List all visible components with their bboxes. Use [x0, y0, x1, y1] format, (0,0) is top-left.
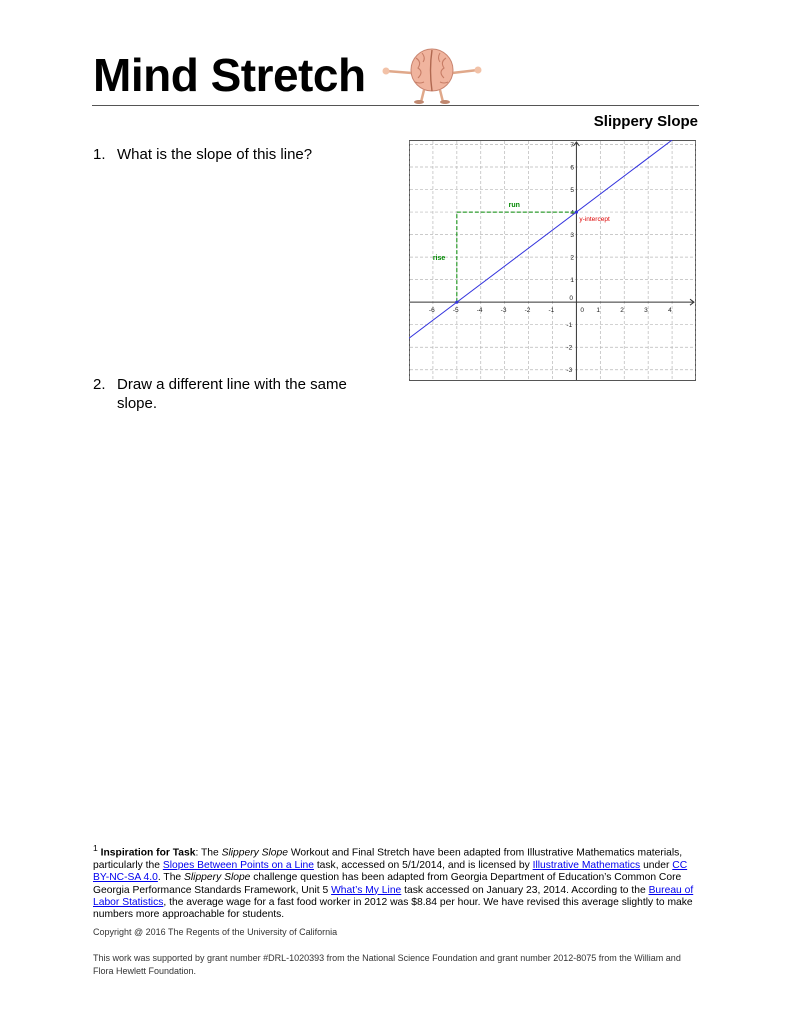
footnote-italic: Slippery Slope	[184, 872, 251, 884]
footnote-text: : The	[195, 847, 222, 859]
y-tick-label: -3	[566, 367, 573, 375]
slopes-link[interactable]: Slopes Between Points on a Line	[162, 859, 314, 871]
run-label: run	[508, 202, 520, 210]
question-2	[93, 375, 368, 413]
footnote-text: task accessed on January 23, 2014. According to the	[401, 884, 649, 896]
footnote-text: , the average wage for a fast food worker in 2012 was $8.84 per hour. We have revised this average slightly to make numbers more approachable for students.	[93, 897, 693, 921]
rise-label: rise	[432, 255, 446, 263]
question-text-continued: slope.	[117, 395, 158, 412]
copyright: Copyright @ 2016 The Regents of the University of California	[93, 927, 338, 937]
license-link[interactable]: CC BY-NC-SA 4.0	[93, 859, 688, 884]
line-point	[455, 301, 458, 304]
x-tick-label: -3	[500, 307, 507, 315]
x-tick-label: 1	[596, 307, 600, 315]
y-tick-label: 4	[570, 209, 575, 217]
footnote-text: . The	[157, 872, 185, 884]
question-number: 2.	[93, 376, 106, 393]
funding-note: This work was supported by grant number #DRL-1020393 from the National Science Foundation and grant number 2012-8075 from the William and Flora Hewlett Foundation.	[93, 953, 681, 976]
x-tick-label: 0	[580, 307, 585, 315]
question-text: What is the slope of this line?	[117, 146, 313, 163]
title-divider	[92, 105, 699, 106]
task-subtitle: Slippery Slope	[593, 113, 698, 130]
footnote-text: task, accessed on 5/1/2014, and is licensed by	[313, 859, 533, 871]
x-tick-label: -1	[548, 307, 555, 315]
y-tick-label: 5	[570, 187, 575, 195]
footnote-italic: Slippery Slope	[221, 847, 288, 859]
page-title: Mind Stretch	[93, 49, 366, 101]
footnote-text: challenge question has been adapted from Georgia Department of Education’s Common Core Georgia Performance Standards Framework, Unit 5	[93, 872, 682, 896]
footnote	[93, 842, 703, 922]
question-1	[93, 145, 312, 164]
y-tick-label: -2	[566, 344, 573, 352]
slope-graph	[409, 140, 696, 381]
question-text: Draw a different line with the same	[117, 376, 347, 393]
line-point	[575, 210, 578, 213]
x-tick-label: -4	[476, 307, 483, 315]
footnote-marker: 1	[93, 843, 98, 853]
bls-link[interactable]: Bureau of Labor Statistics	[93, 884, 694, 909]
footnote-text: under	[640, 859, 673, 871]
x-tick-label: -2	[524, 307, 531, 315]
y-tick-label: 3	[570, 232, 575, 240]
x-tick-label: -5	[452, 307, 459, 315]
x-tick-label: 4	[668, 307, 672, 315]
y-tick-label: 2	[570, 254, 575, 262]
y-tick-label: 1	[570, 277, 575, 285]
x-tick-label: 3	[644, 307, 648, 315]
whats-my-line-link[interactable]: What’s My Line	[331, 884, 402, 896]
question-number: 1.	[93, 146, 106, 163]
footnote-heading: Inspiration for Task	[100, 847, 196, 859]
y-intercept-label: y-intercept	[579, 216, 610, 224]
y-tick-label: 7	[570, 142, 575, 150]
y-tick-label: 0	[569, 295, 574, 303]
y-tick-label: 6	[570, 164, 575, 172]
x-tick-label: -6	[428, 307, 435, 315]
x-tick-label: 2	[620, 307, 624, 315]
illustrative-math-link[interactable]: Illustrative Mathematics	[532, 859, 641, 871]
footnote-text: Workout and Final Stretch have been adapted from Illustrative Mathematics materials, particularly the	[93, 847, 683, 871]
brain-mascot-icon	[382, 44, 482, 104]
y-tick-label: -1	[566, 322, 573, 330]
